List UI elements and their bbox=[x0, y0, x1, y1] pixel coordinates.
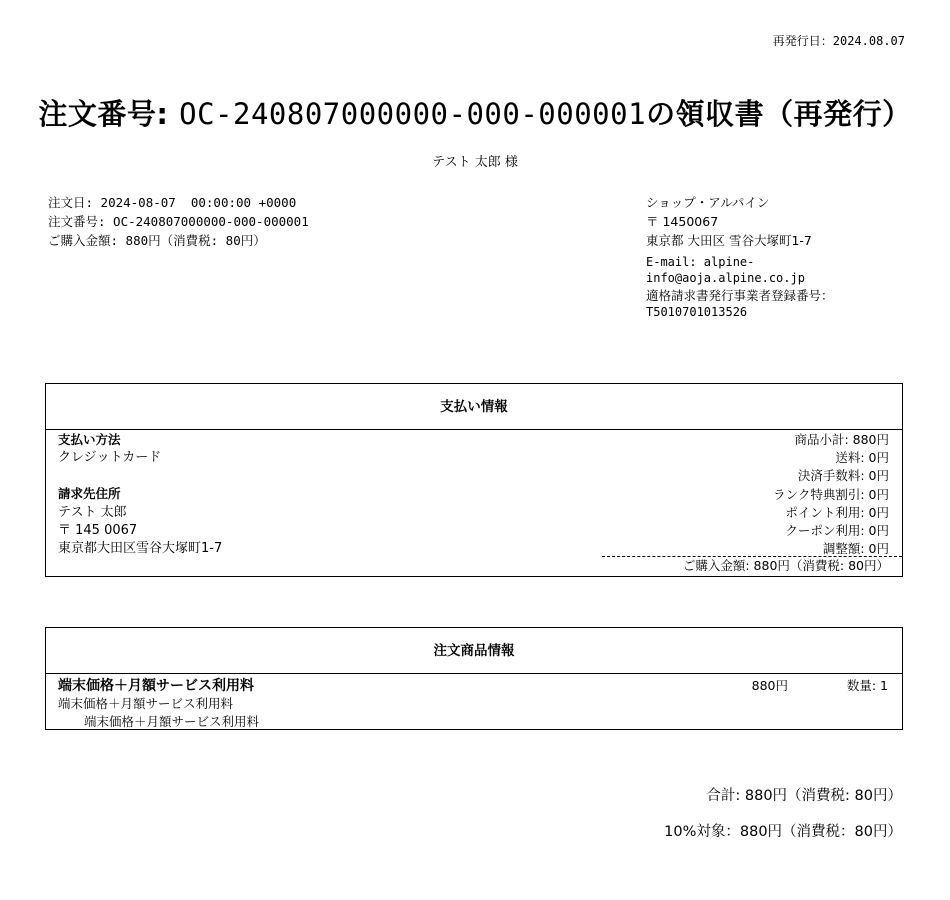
adjustment: 調整額: 0円 bbox=[822, 541, 889, 557]
payment-total: ご購入金額: 880円（消費税: 80円） bbox=[602, 556, 902, 575]
title-order-number: OC-240807000000-000-000001 bbox=[179, 97, 647, 131]
shop-zip: 〒 1450067 bbox=[646, 214, 719, 229]
payment-method-label: 支払い方法 bbox=[58, 432, 121, 447]
registration-number: T5010701013526 bbox=[646, 305, 748, 319]
list-item bbox=[58, 675, 888, 731]
product-detail: 端末価格＋月額サービス利用料 bbox=[58, 696, 234, 711]
title-suffix: の領収書（再発行） bbox=[646, 97, 912, 131]
payment-method: クレジットカード bbox=[58, 450, 162, 466]
shop-info bbox=[646, 193, 886, 320]
points-used: ポイント利用: 0円 bbox=[785, 504, 889, 520]
reissue-date: 再発行日：2024.08.07 bbox=[772, 34, 905, 48]
subtotal: 商品小計: 880円 bbox=[794, 432, 889, 447]
product-subdetail: 端末価格＋月額サービス利用料 bbox=[84, 714, 260, 729]
billing-address: 東京都大田区雪谷大塚町1-7 bbox=[58, 541, 223, 557]
grand-total: 合計: 880円（消費税: 80円） bbox=[706, 788, 902, 804]
shop-registration bbox=[646, 288, 886, 320]
customer-name: テスト 太郎 様 bbox=[432, 155, 518, 170]
order-items-box bbox=[45, 627, 903, 730]
shop-email-line1: E-mail: alpine- bbox=[646, 255, 755, 269]
shop-email bbox=[646, 254, 886, 286]
registration-label: 適格請求書発行事業者登録番号： bbox=[646, 288, 834, 303]
payment-fee: 決済手数料: 0円 bbox=[797, 468, 889, 484]
purchase-amount: ご購入金額: 880円（消費税: 80円） bbox=[48, 233, 266, 248]
billing-label: 請求先住所 bbox=[58, 486, 121, 502]
shop-name: ショップ・アルパイン bbox=[646, 195, 770, 210]
order-items-header: 注文商品情報 bbox=[46, 628, 902, 674]
product-quantity: 数量: 1 bbox=[846, 678, 888, 693]
payment-info-header: 支払い情報 bbox=[46, 384, 902, 430]
order-info bbox=[48, 193, 309, 250]
billing-name: テスト 太郎 bbox=[58, 504, 127, 520]
page-title bbox=[0, 92, 950, 133]
title-prefix: 注文番号: bbox=[38, 97, 180, 131]
product-name: 端末価格＋月額サービス利用料 bbox=[58, 678, 254, 694]
shop-address: 東京都 大田区 雪谷大塚町1-7 bbox=[646, 233, 812, 248]
tax-10-percent: 10%対象：880円（消費税：80円） bbox=[664, 824, 902, 840]
rank-discount: ランク特典割引: 0円 bbox=[773, 486, 889, 502]
product-price: 880円 bbox=[751, 678, 788, 693]
billing-zip: 〒 145 0067 bbox=[58, 522, 138, 538]
order-date: 注文日: 2024-08-07 00:00:00 +0000 bbox=[48, 195, 297, 210]
coupon-used: クーポン利用: 0円 bbox=[785, 523, 889, 539]
shipping: 送料: 0円 bbox=[835, 450, 889, 466]
shop-email-line2: info@aoja.alpine.co.jp bbox=[646, 271, 805, 285]
payment-info-box bbox=[45, 383, 903, 577]
order-number: 注文番号: OC-240807000000-000-000001 bbox=[48, 214, 309, 229]
